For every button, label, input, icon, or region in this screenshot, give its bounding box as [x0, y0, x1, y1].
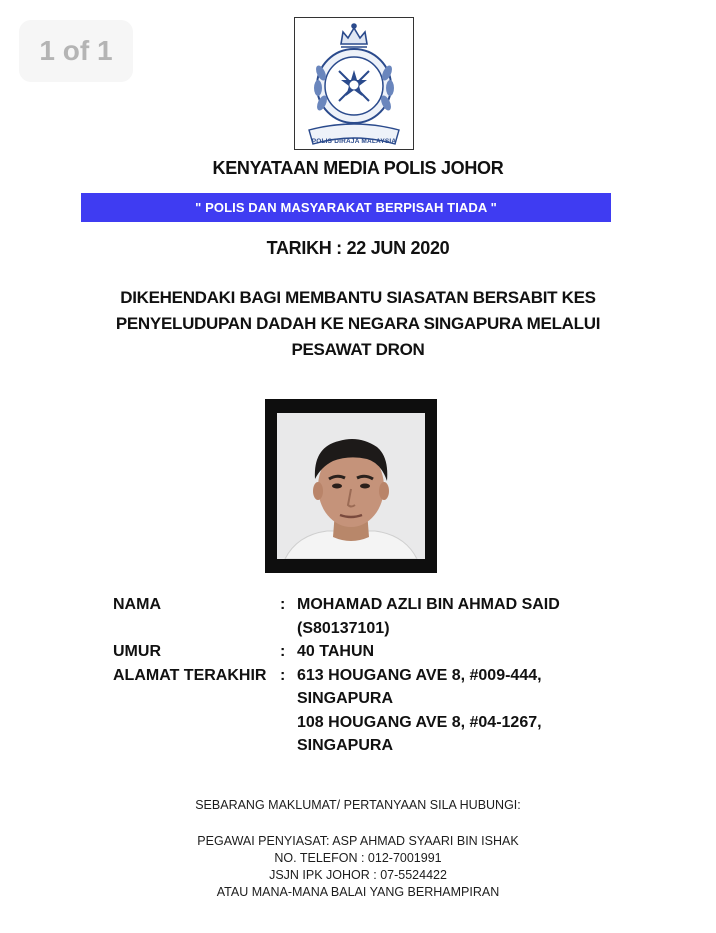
spacer	[113, 617, 278, 641]
slogan-text: " POLIS DAN MASYARAKAT BERPISAH TIADA "	[195, 200, 497, 215]
crest-motto: POLIS DIRAJA MALAYSIA	[311, 138, 397, 145]
jsjn-line: JSJN IPK JOHOR : 07-5524422	[269, 868, 447, 882]
date-line	[0, 238, 716, 259]
address-line: SINGAPURA	[297, 737, 394, 754]
subject-heading	[0, 285, 716, 363]
crest-icon	[295, 18, 413, 149]
separator: :	[280, 666, 286, 684]
officer-line: PEGAWAI PENYIASAT: ASP AHMAD SYAARI BIN ISHAK	[197, 834, 519, 848]
address-label: ALAMAT TERAKHIR	[113, 666, 267, 684]
name-value: MOHAMAD AZLI BIN AHMAD SAID	[297, 596, 560, 613]
contact-intro: SEBARANG MAKLUMAT/ PERTANYAAN SILA HUBUNGI:	[195, 798, 521, 812]
name-label: NAMA	[113, 596, 161, 613]
id-value: (S80137101)	[297, 619, 390, 637]
address-line: 613 HOUGANG AVE 8, #009-444,	[297, 666, 542, 684]
contact-block	[0, 833, 716, 901]
document-title: KENYATAAN MEDIA POLIS JOHOR	[212, 158, 504, 178]
separator: :	[280, 596, 286, 613]
detail-separators	[280, 593, 290, 687]
page-indicator: 1 of 1	[19, 20, 133, 82]
suspect-photo	[265, 399, 437, 573]
date-value: 22 JUN 2020	[346, 238, 450, 258]
address-line: 108 HOUGANG AVE 8, #04-1267,	[297, 713, 542, 731]
detail-values	[297, 593, 597, 758]
phone-line: NO. TELEFON : 012-7001991	[274, 851, 442, 865]
detail-labels	[113, 593, 278, 687]
subject-line: DIKEHENDAKI BAGI MEMBANTU SIASATAN BERSABIT KES	[120, 288, 596, 307]
subject-line: PESAWAT DRON	[291, 340, 425, 359]
subject-line: PENYELUDUPAN DADAH KE NEGARA SINGAPURA MELALUI	[115, 314, 601, 333]
spacer	[280, 617, 290, 641]
nearest-station-line: ATAU MANA-MANA BALAI YANG BERHAMPIRAN	[216, 885, 500, 899]
separator: :	[280, 643, 286, 660]
age-value: 40 TAHUN	[297, 643, 375, 660]
age-label: UMUR	[113, 643, 161, 660]
slogan-banner	[81, 193, 611, 222]
date-label: TARIKH :	[266, 238, 342, 258]
police-crest-logo	[294, 17, 414, 150]
person-portrait-icon	[277, 413, 425, 559]
address-line: SINGAPURA	[297, 690, 394, 707]
